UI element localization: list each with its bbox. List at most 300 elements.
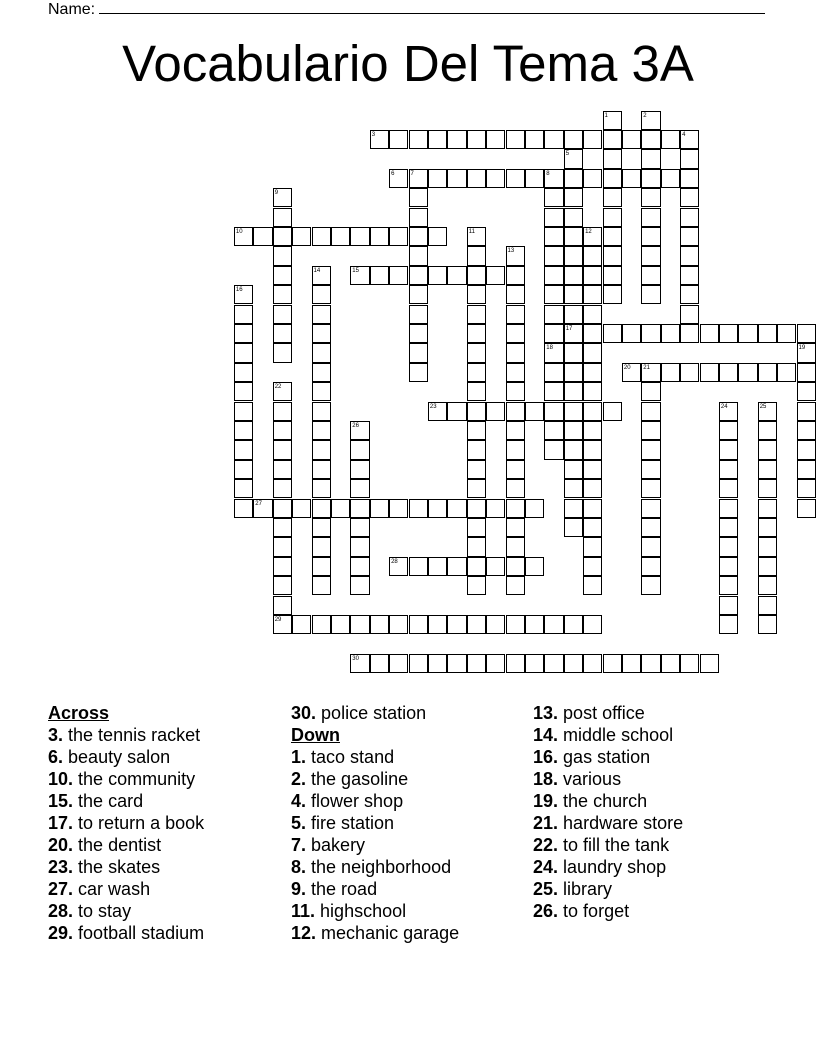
grid-cell[interactable]	[544, 246, 563, 265]
grid-cell[interactable]	[797, 402, 816, 421]
grid-cell[interactable]	[603, 149, 622, 168]
grid-cell[interactable]	[312, 557, 331, 576]
grid-cell[interactable]	[758, 518, 777, 537]
grid-cell[interactable]	[467, 615, 486, 634]
grid-cell[interactable]	[467, 460, 486, 479]
grid-cell[interactable]	[564, 285, 583, 304]
grid-cell[interactable]	[641, 208, 660, 227]
grid-cell[interactable]	[525, 654, 544, 673]
grid-cell[interactable]	[467, 324, 486, 343]
grid-cell[interactable]	[273, 479, 292, 498]
grid-cell[interactable]	[738, 324, 757, 343]
grid-cell[interactable]	[583, 537, 602, 556]
grid-cell[interactable]	[680, 654, 699, 673]
grid-cell[interactable]	[564, 402, 583, 421]
grid-cell[interactable]	[389, 130, 408, 149]
grid-cell[interactable]	[370, 499, 389, 518]
grid-cell[interactable]	[234, 402, 253, 421]
grid-cell[interactable]	[719, 421, 738, 440]
grid-cell[interactable]	[506, 440, 525, 459]
grid-cell[interactable]	[797, 479, 816, 498]
grid-cell[interactable]	[641, 518, 660, 537]
grid-cell[interactable]	[525, 499, 544, 518]
grid-cell[interactable]	[641, 537, 660, 556]
grid-cell[interactable]	[312, 343, 331, 362]
grid-cell[interactable]	[680, 305, 699, 324]
grid-cell[interactable]	[409, 615, 428, 634]
grid-cell[interactable]	[486, 130, 505, 149]
grid-cell[interactable]	[273, 285, 292, 304]
grid-cell[interactable]	[700, 324, 719, 343]
grid-cell[interactable]	[273, 557, 292, 576]
grid-cell[interactable]	[758, 460, 777, 479]
grid-cell[interactable]	[273, 440, 292, 459]
grid-cell[interactable]	[797, 324, 816, 343]
grid-cell[interactable]	[409, 363, 428, 382]
grid-cell[interactable]	[544, 188, 563, 207]
grid-cell[interactable]	[777, 363, 796, 382]
grid-cell[interactable]	[273, 499, 292, 518]
grid-cell[interactable]	[564, 266, 583, 285]
grid-cell[interactable]	[641, 382, 660, 401]
grid-cell[interactable]	[350, 576, 369, 595]
grid-cell[interactable]	[331, 499, 350, 518]
grid-cell[interactable]	[312, 324, 331, 343]
grid-cell[interactable]	[564, 518, 583, 537]
grid-cell[interactable]	[234, 499, 253, 518]
grid-cell[interactable]	[758, 615, 777, 634]
grid-cell[interactable]	[409, 188, 428, 207]
grid-cell[interactable]	[234, 421, 253, 440]
grid-cell[interactable]	[486, 499, 505, 518]
grid-cell[interactable]	[680, 285, 699, 304]
grid-cell[interactable]	[583, 557, 602, 576]
grid-cell[interactable]	[758, 576, 777, 595]
grid-cell[interactable]	[661, 363, 680, 382]
grid-cell[interactable]	[409, 266, 428, 285]
grid-cell[interactable]	[583, 654, 602, 673]
grid-cell[interactable]	[564, 499, 583, 518]
grid-cell[interactable]	[603, 130, 622, 149]
grid-cell[interactable]	[467, 363, 486, 382]
grid-cell[interactable]	[603, 227, 622, 246]
grid-cell[interactable]	[312, 382, 331, 401]
grid-cell[interactable]	[273, 343, 292, 362]
grid-cell[interactable]	[583, 266, 602, 285]
grid-cell[interactable]	[583, 518, 602, 537]
grid-cell[interactable]	[506, 479, 525, 498]
grid-cell[interactable]	[428, 557, 447, 576]
grid-cell[interactable]	[273, 421, 292, 440]
grid-cell[interactable]	[680, 324, 699, 343]
grid-cell[interactable]	[467, 479, 486, 498]
grid-cell[interactable]	[467, 305, 486, 324]
grid-cell[interactable]	[273, 324, 292, 343]
grid-cell[interactable]	[273, 576, 292, 595]
grid-cell[interactable]	[370, 227, 389, 246]
grid-cell[interactable]	[312, 479, 331, 498]
grid-cell[interactable]	[409, 305, 428, 324]
grid-cell[interactable]	[544, 402, 563, 421]
grid-cell[interactable]	[603, 654, 622, 673]
grid-cell[interactable]	[564, 654, 583, 673]
grid-cell[interactable]	[350, 518, 369, 537]
grid-cell[interactable]	[583, 440, 602, 459]
grid-cell[interactable]	[564, 460, 583, 479]
grid-cell[interactable]	[467, 654, 486, 673]
grid-cell[interactable]	[641, 149, 660, 168]
grid-cell[interactable]	[641, 576, 660, 595]
grid-cell[interactable]	[583, 460, 602, 479]
grid-cell[interactable]	[661, 324, 680, 343]
grid-cell[interactable]	[467, 285, 486, 304]
grid-cell[interactable]	[467, 557, 486, 576]
grid-cell[interactable]	[680, 246, 699, 265]
grid-cell[interactable]	[564, 208, 583, 227]
grid-cell[interactable]	[506, 654, 525, 673]
grid-cell[interactable]	[486, 266, 505, 285]
grid-cell[interactable]	[506, 615, 525, 634]
grid-cell[interactable]	[641, 402, 660, 421]
grid-cell[interactable]	[564, 363, 583, 382]
grid-cell[interactable]	[409, 654, 428, 673]
grid-cell[interactable]	[641, 324, 660, 343]
grid-cell[interactable]	[486, 557, 505, 576]
grid-cell[interactable]	[312, 576, 331, 595]
grid-cell[interactable]	[292, 499, 311, 518]
grid-cell[interactable]	[603, 246, 622, 265]
grid-cell[interactable]	[506, 421, 525, 440]
grid-cell[interactable]	[506, 537, 525, 556]
grid-cell[interactable]	[583, 130, 602, 149]
grid-cell[interactable]	[273, 537, 292, 556]
grid-cell[interactable]	[506, 518, 525, 537]
grid-cell[interactable]	[370, 266, 389, 285]
grid-cell[interactable]	[467, 518, 486, 537]
grid-cell[interactable]	[506, 402, 525, 421]
grid-cell[interactable]	[506, 266, 525, 285]
grid-cell[interactable]	[797, 363, 816, 382]
grid-cell[interactable]	[680, 363, 699, 382]
grid-cell[interactable]	[719, 440, 738, 459]
grid-cell[interactable]	[700, 654, 719, 673]
grid-cell[interactable]	[583, 285, 602, 304]
grid-cell[interactable]	[447, 130, 466, 149]
grid-cell[interactable]	[544, 421, 563, 440]
grid-cell[interactable]	[700, 363, 719, 382]
grid-cell[interactable]	[680, 188, 699, 207]
grid-cell[interactable]	[603, 169, 622, 188]
grid-cell[interactable]	[370, 654, 389, 673]
grid-cell[interactable]	[234, 460, 253, 479]
grid-cell[interactable]	[312, 537, 331, 556]
grid-cell[interactable]	[641, 227, 660, 246]
grid-cell[interactable]	[447, 402, 466, 421]
grid-cell[interactable]	[603, 285, 622, 304]
grid-cell[interactable]	[641, 499, 660, 518]
grid-cell[interactable]	[409, 208, 428, 227]
grid-cell[interactable]	[758, 596, 777, 615]
grid-cell[interactable]	[467, 343, 486, 362]
grid-cell[interactable]	[564, 227, 583, 246]
grid-cell[interactable]	[641, 169, 660, 188]
grid-cell[interactable]	[234, 479, 253, 498]
grid-cell[interactable]	[312, 518, 331, 537]
grid-cell[interactable]	[292, 227, 311, 246]
grid-cell[interactable]	[292, 615, 311, 634]
grid-cell[interactable]	[312, 305, 331, 324]
grid-cell[interactable]	[447, 169, 466, 188]
grid-cell[interactable]	[506, 363, 525, 382]
grid-cell[interactable]	[641, 130, 660, 149]
grid-cell[interactable]	[661, 654, 680, 673]
grid-cell[interactable]	[680, 149, 699, 168]
grid-cell[interactable]	[583, 246, 602, 265]
grid-cell[interactable]	[486, 402, 505, 421]
grid-cell[interactable]	[506, 305, 525, 324]
grid-cell[interactable]	[370, 615, 389, 634]
grid-cell[interactable]	[312, 285, 331, 304]
grid-cell[interactable]	[583, 169, 602, 188]
grid-cell[interactable]	[758, 479, 777, 498]
grid-cell[interactable]	[447, 654, 466, 673]
grid-cell[interactable]	[428, 499, 447, 518]
grid-cell[interactable]	[312, 460, 331, 479]
grid-cell[interactable]	[350, 460, 369, 479]
grid-cell[interactable]	[641, 557, 660, 576]
grid-cell[interactable]	[603, 188, 622, 207]
grid-cell[interactable]	[273, 596, 292, 615]
grid-cell[interactable]	[583, 382, 602, 401]
grid-cell[interactable]	[719, 460, 738, 479]
grid-cell[interactable]	[486, 615, 505, 634]
grid-cell[interactable]	[564, 440, 583, 459]
grid-cell[interactable]	[350, 440, 369, 459]
grid-cell[interactable]	[719, 499, 738, 518]
grid-cell[interactable]	[350, 227, 369, 246]
grid-cell[interactable]	[312, 227, 331, 246]
grid-cell[interactable]	[506, 285, 525, 304]
grid-cell[interactable]	[544, 130, 563, 149]
grid-cell[interactable]	[641, 479, 660, 498]
grid-cell[interactable]	[467, 499, 486, 518]
grid-cell[interactable]	[428, 130, 447, 149]
grid-cell[interactable]	[389, 227, 408, 246]
grid-cell[interactable]	[641, 654, 660, 673]
grid-cell[interactable]	[467, 130, 486, 149]
grid-cell[interactable]	[719, 363, 738, 382]
grid-cell[interactable]	[583, 421, 602, 440]
grid-cell[interactable]	[467, 576, 486, 595]
grid-cell[interactable]	[719, 324, 738, 343]
grid-cell[interactable]	[583, 402, 602, 421]
grid-cell[interactable]	[273, 402, 292, 421]
grid-cell[interactable]	[234, 305, 253, 324]
grid-cell[interactable]	[603, 324, 622, 343]
grid-cell[interactable]	[564, 246, 583, 265]
grid-cell[interactable]	[738, 363, 757, 382]
grid-cell[interactable]	[273, 227, 292, 246]
grid-cell[interactable]	[603, 208, 622, 227]
grid-cell[interactable]	[506, 130, 525, 149]
grid-cell[interactable]	[641, 266, 660, 285]
grid-cell[interactable]	[350, 537, 369, 556]
grid-cell[interactable]	[641, 285, 660, 304]
grid-cell[interactable]	[409, 285, 428, 304]
grid-cell[interactable]	[544, 324, 563, 343]
grid-cell[interactable]	[583, 576, 602, 595]
grid-cell[interactable]	[273, 208, 292, 227]
grid-cell[interactable]	[506, 169, 525, 188]
grid-cell[interactable]	[350, 557, 369, 576]
grid-cell[interactable]	[603, 266, 622, 285]
grid-cell[interactable]	[641, 460, 660, 479]
grid-cell[interactable]	[467, 440, 486, 459]
grid-cell[interactable]	[234, 382, 253, 401]
grid-cell[interactable]	[467, 537, 486, 556]
grid-cell[interactable]	[583, 343, 602, 362]
grid-cell[interactable]	[506, 460, 525, 479]
grid-cell[interactable]	[428, 266, 447, 285]
grid-cell[interactable]	[525, 169, 544, 188]
grid-cell[interactable]	[719, 615, 738, 634]
grid-cell[interactable]	[564, 130, 583, 149]
grid-cell[interactable]	[719, 479, 738, 498]
grid-cell[interactable]	[409, 227, 428, 246]
grid-cell[interactable]	[661, 169, 680, 188]
grid-cell[interactable]	[467, 246, 486, 265]
grid-cell[interactable]	[680, 208, 699, 227]
grid-cell[interactable]	[409, 557, 428, 576]
grid-cell[interactable]	[428, 615, 447, 634]
grid-cell[interactable]	[797, 440, 816, 459]
grid-cell[interactable]	[544, 227, 563, 246]
grid-cell[interactable]	[331, 227, 350, 246]
grid-cell[interactable]	[544, 363, 563, 382]
grid-cell[interactable]	[506, 499, 525, 518]
grid-cell[interactable]	[409, 130, 428, 149]
grid-cell[interactable]	[583, 363, 602, 382]
grid-cell[interactable]	[389, 654, 408, 673]
grid-cell[interactable]	[428, 169, 447, 188]
grid-cell[interactable]	[486, 169, 505, 188]
grid-cell[interactable]	[544, 305, 563, 324]
grid-cell[interactable]	[583, 615, 602, 634]
grid-cell[interactable]	[564, 169, 583, 188]
grid-cell[interactable]	[564, 343, 583, 362]
grid-cell[interactable]	[447, 557, 466, 576]
grid-cell[interactable]	[506, 557, 525, 576]
grid-cell[interactable]	[389, 615, 408, 634]
grid-cell[interactable]	[564, 479, 583, 498]
grid-cell[interactable]	[719, 596, 738, 615]
grid-cell[interactable]	[758, 421, 777, 440]
grid-cell[interactable]	[544, 615, 563, 634]
grid-cell[interactable]	[641, 188, 660, 207]
grid-cell[interactable]	[467, 421, 486, 440]
grid-cell[interactable]	[525, 557, 544, 576]
grid-cell[interactable]	[544, 382, 563, 401]
grid-cell[interactable]	[758, 363, 777, 382]
grid-cell[interactable]	[486, 654, 505, 673]
grid-cell[interactable]	[447, 266, 466, 285]
grid-cell[interactable]	[312, 363, 331, 382]
grid-cell[interactable]	[622, 169, 641, 188]
grid-cell[interactable]	[583, 324, 602, 343]
grid-cell[interactable]	[312, 499, 331, 518]
grid-cell[interactable]	[680, 227, 699, 246]
grid-cell[interactable]	[409, 324, 428, 343]
grid-cell[interactable]	[273, 246, 292, 265]
grid-cell[interactable]	[719, 557, 738, 576]
grid-cell[interactable]	[409, 499, 428, 518]
grid-cell[interactable]	[564, 382, 583, 401]
grid-cell[interactable]	[409, 246, 428, 265]
grid-cell[interactable]	[622, 130, 641, 149]
grid-cell[interactable]	[777, 324, 796, 343]
grid-cell[interactable]	[467, 382, 486, 401]
grid-cell[interactable]	[273, 305, 292, 324]
grid-cell[interactable]	[467, 266, 486, 285]
grid-cell[interactable]	[312, 440, 331, 459]
grid-cell[interactable]	[525, 130, 544, 149]
grid-cell[interactable]	[622, 324, 641, 343]
grid-cell[interactable]	[719, 537, 738, 556]
grid-cell[interactable]	[273, 460, 292, 479]
grid-cell[interactable]	[447, 615, 466, 634]
grid-cell[interactable]	[758, 440, 777, 459]
grid-cell[interactable]	[447, 499, 466, 518]
grid-cell[interactable]	[641, 246, 660, 265]
grid-cell[interactable]	[564, 188, 583, 207]
grid-cell[interactable]	[583, 479, 602, 498]
grid-cell[interactable]	[506, 343, 525, 362]
grid-cell[interactable]	[234, 363, 253, 382]
grid-cell[interactable]	[544, 440, 563, 459]
grid-cell[interactable]	[680, 169, 699, 188]
grid-cell[interactable]	[312, 402, 331, 421]
grid-cell[interactable]	[564, 615, 583, 634]
grid-cell[interactable]	[758, 499, 777, 518]
grid-cell[interactable]	[467, 402, 486, 421]
grid-cell[interactable]	[409, 343, 428, 362]
grid-cell[interactable]	[273, 518, 292, 537]
grid-cell[interactable]	[680, 266, 699, 285]
grid-cell[interactable]	[544, 208, 563, 227]
grid-cell[interactable]	[622, 654, 641, 673]
grid-cell[interactable]	[331, 615, 350, 634]
grid-cell[interactable]	[506, 324, 525, 343]
grid-cell[interactable]	[797, 499, 816, 518]
grid-cell[interactable]	[234, 324, 253, 343]
grid-cell[interactable]	[525, 402, 544, 421]
grid-cell[interactable]	[583, 499, 602, 518]
grid-cell[interactable]	[797, 421, 816, 440]
grid-cell[interactable]	[641, 421, 660, 440]
grid-cell[interactable]	[234, 440, 253, 459]
grid-cell[interactable]	[312, 421, 331, 440]
grid-cell[interactable]	[719, 576, 738, 595]
grid-cell[interactable]	[544, 285, 563, 304]
grid-cell[interactable]	[253, 227, 272, 246]
grid-cell[interactable]	[428, 654, 447, 673]
grid-cell[interactable]	[428, 227, 447, 246]
grid-cell[interactable]	[758, 324, 777, 343]
grid-cell[interactable]	[506, 382, 525, 401]
grid-cell[interactable]	[544, 266, 563, 285]
grid-cell[interactable]	[797, 460, 816, 479]
grid-cell[interactable]	[758, 557, 777, 576]
